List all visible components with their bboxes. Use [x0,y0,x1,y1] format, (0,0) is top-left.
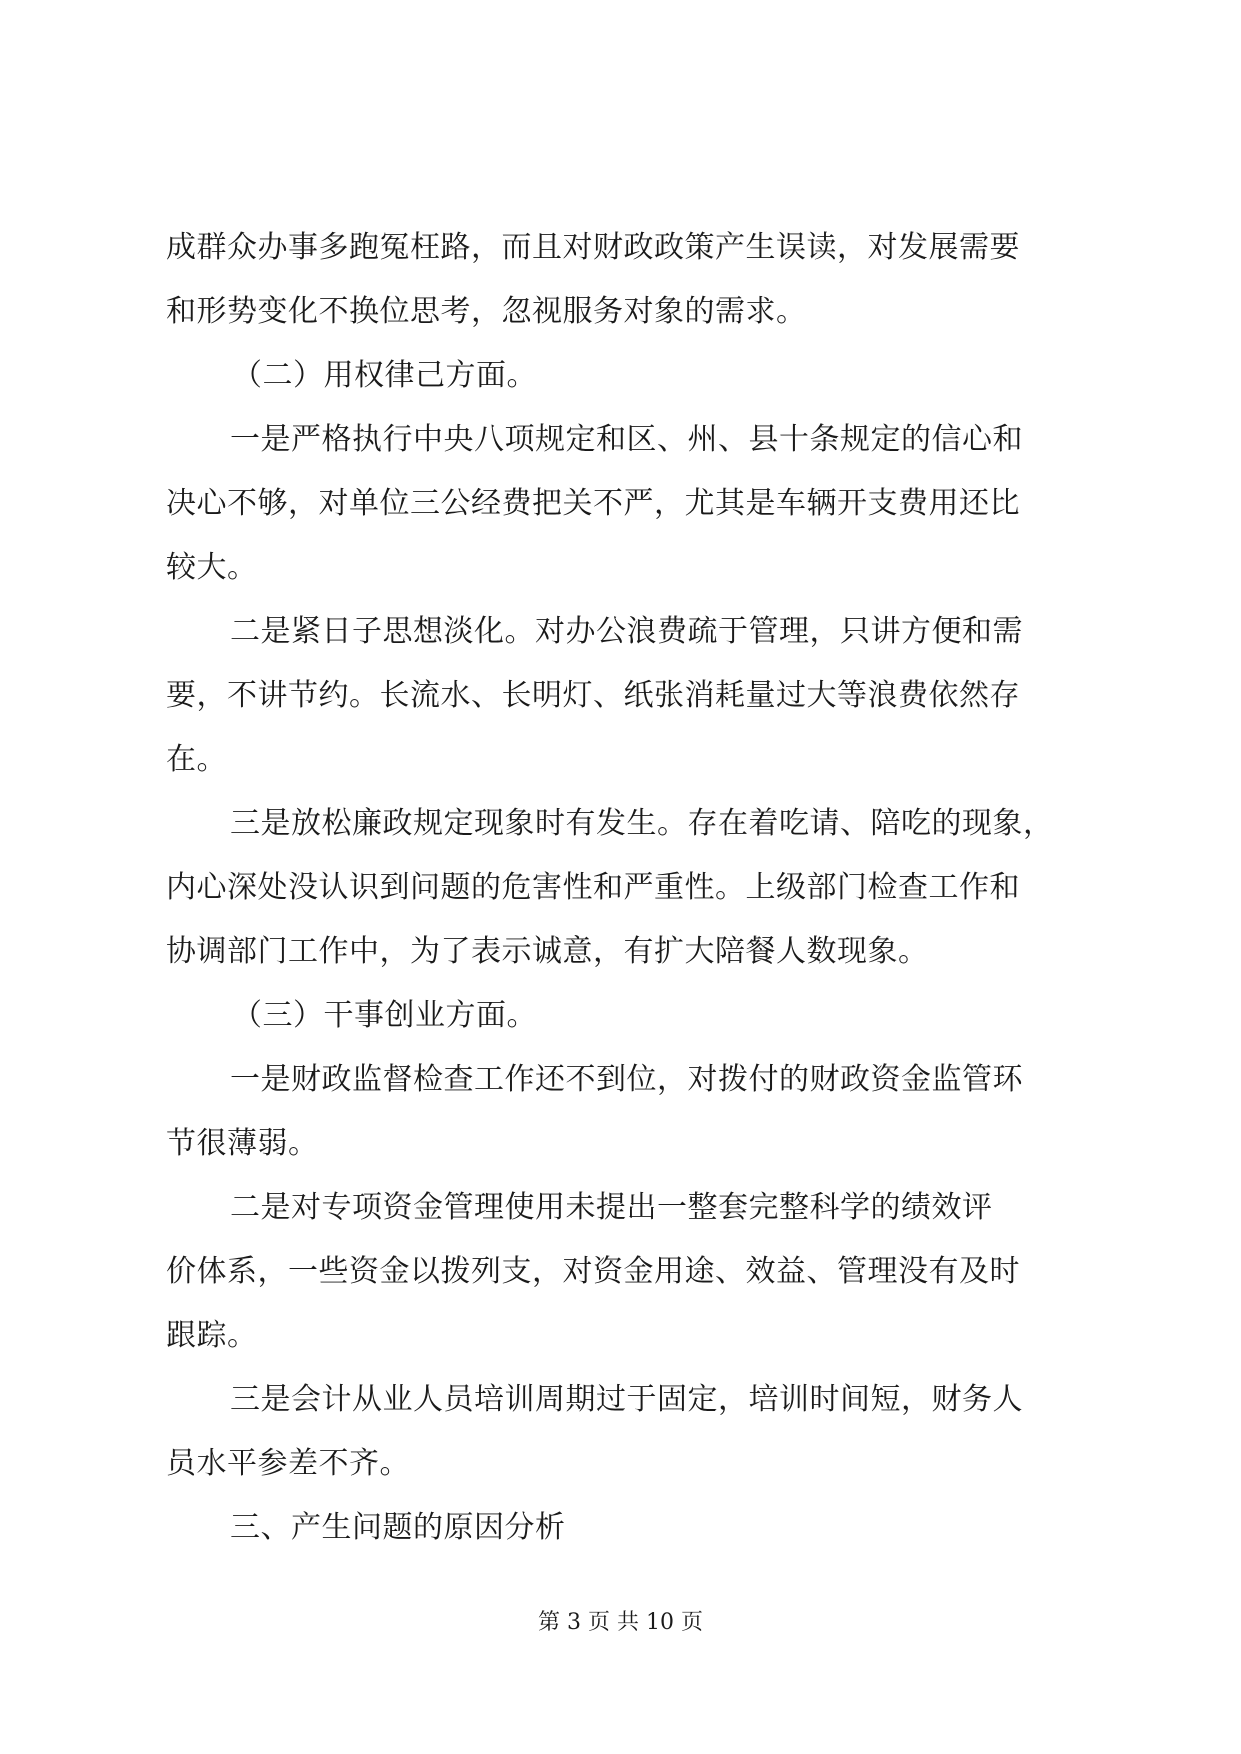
body-line: 协调部门工作中，为了表示诚意，有扩大陪餐人数现象。 [166,934,929,969]
section-heading: 三、产生问题的原因分析 [230,1510,566,1545]
body-line: 三是放松廉政规定现象时有发生。存在着吃请、陪吃的现象， [230,806,1054,841]
body-line: 较大。 [166,550,258,585]
body-line: 二是对专项资金管理使用未提出一整套完整科学的绩效评 [230,1190,993,1225]
section-heading: （二）用权律己方面。 [232,358,537,393]
section-heading: （三）干事创业方面。 [232,998,537,1033]
body-line: 内心深处没认识到问题的危害性和严重性。上级部门检查工作和 [166,870,1020,905]
body-line: 在。 [166,742,227,777]
body-line: 成群众办事多跑冤枉路，而且对财政政策产生误读，对发展需要 [166,230,1020,265]
body-line: 节很薄弱。 [166,1126,319,1161]
body-line: 二是紧日子思想淡化。对办公浪费疏于管理，只讲方便和需 [230,614,1023,649]
body-line: 决心不够，对单位三公经费把关不严，尤其是车辆开支费用还比 [166,486,1020,521]
body-line: 员水平参差不齐。 [166,1446,410,1481]
page-number-footer: 第 3 页 共 10 页 [538,1610,703,1635]
body-line: 跟踪。 [166,1318,258,1353]
body-line: 一是严格执行中央八项规定和区、州、县十条规定的信心和 [230,422,1023,457]
body-line: 三是会计从业人员培训周期过于固定，培训时间短，财务人 [230,1382,1023,1417]
body-line: 一是财政监督检查工作还不到位，对拨付的财政资金监管环 [230,1062,1023,1097]
body-line: 和形势变化不换位思考，忽视服务对象的需求。 [166,294,807,329]
body-line: 要，不讲节约。长流水、长明灯、纸张消耗量过大等浪费依然存 [166,678,1020,713]
body-line: 价体系，一些资金以拨列支，对资金用途、效益、管理没有及时 [166,1254,1020,1289]
